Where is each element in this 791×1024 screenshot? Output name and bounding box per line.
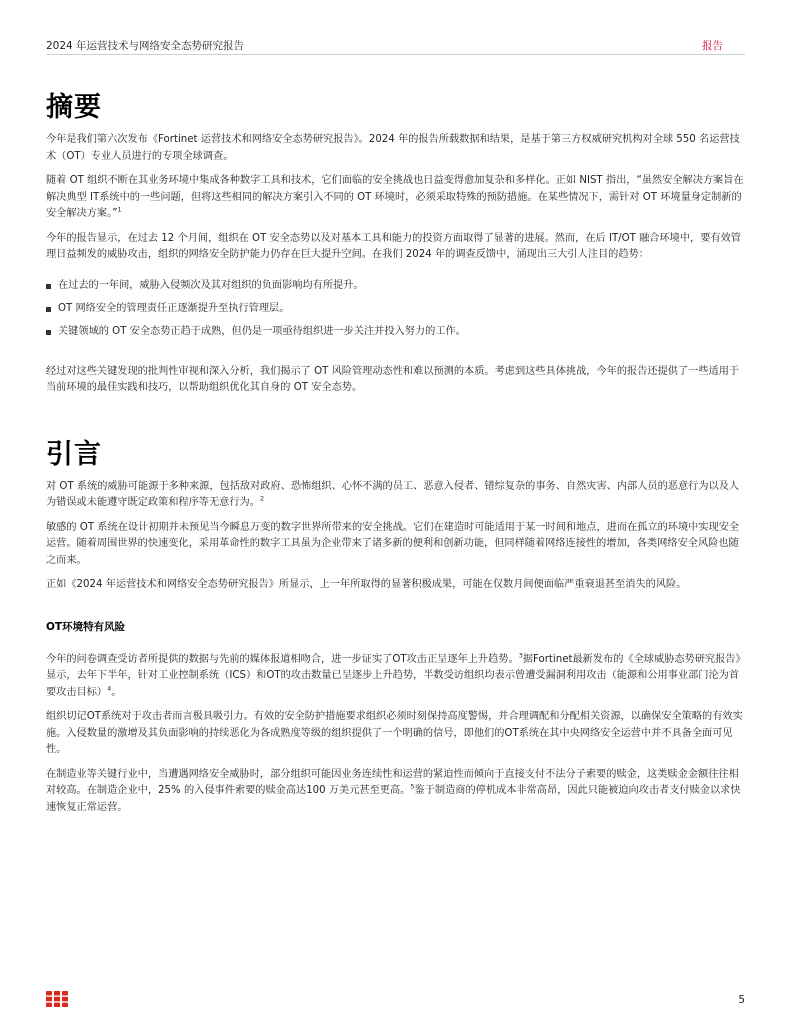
intro-paragraph-6: 在制造业等关键行业中，当遭遇网络安全威胁时，部分组织可能因业务连续性和运营的紧迫性而倾向于直接支付不法分子索要的赎金，这类赎金金额往往相对较高。在制造企业中，25% 的入侵事件索要的赎金高达100 万美元甚至更高。$^5$鉴于制造商的停机成本非常高昂，因此只能被迫向攻击者支付赎金以求快速恢复正常运营。 — [46, 768, 741, 813]
subheading-ot-risk: OT环境特有风险 — [46, 620, 126, 633]
intro-paragraph-5: 组织切记OT系统对于攻击者而言极具吸引力。有效的安全防护措施要求组织必须时刻保持高度警惕，并合理调配和分配相关资源，以确保安全策略的有效实施。入侵数量的激增及其负面影响的持续恶化为各成熟度等级的组织提供了一个明确的信号，即他们的OT系统在其中央网络安全运营中并不具备全面可见性。 — [46, 711, 743, 755]
intro-paragraph-3: 正如《2024 年运营技术和网络安全态势研究报告》所显示，上一年所取得的显著积极成果，可能在仅数月间便面临严重衰退甚至消失的风险。 — [46, 579, 687, 590]
page-number: 5 — [738, 994, 745, 1006]
section-heading-summary: 摘要 — [46, 92, 102, 123]
summary-paragraph-4: 经过对这些关键发现的批判性审视和深入分析，我们揭示了 OT 风险管理动态性和难以预测的本质。考虑到这些具体挑战，今年的报告还提供了一些适用于当前环境的最佳实践和技巧，以帮助组织优化其自身的 OT 安全态势。 — [46, 365, 740, 393]
footnote-ref: 1 — [117, 205, 122, 214]
intro-paragraph-2: 敏感的 OT 系统在设计初期并未预见当今瞬息万变的数字世界所带来的安全挑战。它们在建造时可能适用于某一时间和地点，进而在孤立的环境中实现安全运营。随着周围世界的快速变化，采用革命性的数字工具虽为企业带来了诸多新的便利和创新功能，但同样随着网络连接性的增加，各类网络安全风险也随之而来。 — [46, 521, 740, 566]
fortinet-logo-icon — [46, 991, 68, 1007]
section-heading-intro: 引言 — [46, 438, 102, 470]
summary-paragraph-2: 随着 OT 组织不断在其业务环境中集成各种数字工具和技术，它们面临的安全挑战也日益变得愈加复杂和多样化。正如 NIST 指出，“虽然安全解决方案旨在解决典型 IT系统中的一些问题，但将这些相同的解决方案引入不同的 OT 环境时，必须采取特殊的预防措施。在某些情况下，需针对 OT 环境量身定制新的安全解决方案。”$^1$ — [46, 175, 744, 219]
summary-paragraph-1: 今年是我们第六次发布《Fortinet 运营技术和网络安全态势研究报告》。2024 年的报告所载数据和结果，是基于第三方权威研究机构对全球 550 名运营技术（OT）专业人员进行的专项全球调查。 — [46, 134, 740, 162]
list-item: 关键领域的 OT 安全态势正趋于成熟，但仍是一项亟待组织进一步关注并投入努力的工作。 — [46, 324, 746, 340]
intro-paragraph-4: 今年的问卷调查受访者所提供的数据与先前的媒体报道相吻合，进一步证实了OT攻击正呈逐年上升趋势。$^3$据Fortinet最新发布的《全球威胁态势研究报告》显示，去年下半年，针对工业控制系统（ICS）和OT的攻击数量已呈逐步上升趋势，半数受访组织均表示曾遭受漏洞利用攻击（能源和公用事业部门沦为首要攻击目标）$^4$。 — [46, 651, 746, 698]
footnote-ref: 5 — [410, 782, 415, 791]
footnote-ref: 3 — [518, 651, 523, 660]
footnote-ref: 2 — [259, 494, 265, 503]
list-item: 在过去的一年间，威胁入侵频次及其对组织的负面影响均有所提升。 — [46, 278, 746, 294]
trend-list — [46, 278, 746, 340]
intro-paragraph-1: 对 OT 系统的威胁可能源于多种来源，包括敌对政府、恐怖组织、心怀不满的员工、恶意入侵者、错综复杂的事务、自然灾害、内部人员的恶意行为以及人为错误或未能遵守既定政策和程序等无意行为。$^2$ — [46, 480, 740, 508]
page-content — [46, 92, 746, 816]
header-divider — [46, 54, 745, 55]
page-header — [46, 36, 745, 54]
report-tag: 报告 — [702, 40, 723, 52]
footnote-ref: 4 — [107, 684, 112, 693]
list-item: OT 网络安全的管理责任正逐渐提升至执行管理层。 — [46, 301, 746, 317]
summary-paragraph-3: 今年的报告显示，在过去 12 个月间，组织在 OT 安全态势以及对基本工具和能力的投资方面取得了显著的进展。然而，在后 IT/OT 融合环境中，要有效管理日益频发的威胁攻击，组织的网络安全防护能力仍存在巨大提升空间。在我们 2024 年的调查反馈中，涌现出三大引人注目的趋势： — [46, 232, 741, 260]
report-title: 2024 年运营技术与网络安全态势研究报告 — [46, 40, 245, 52]
